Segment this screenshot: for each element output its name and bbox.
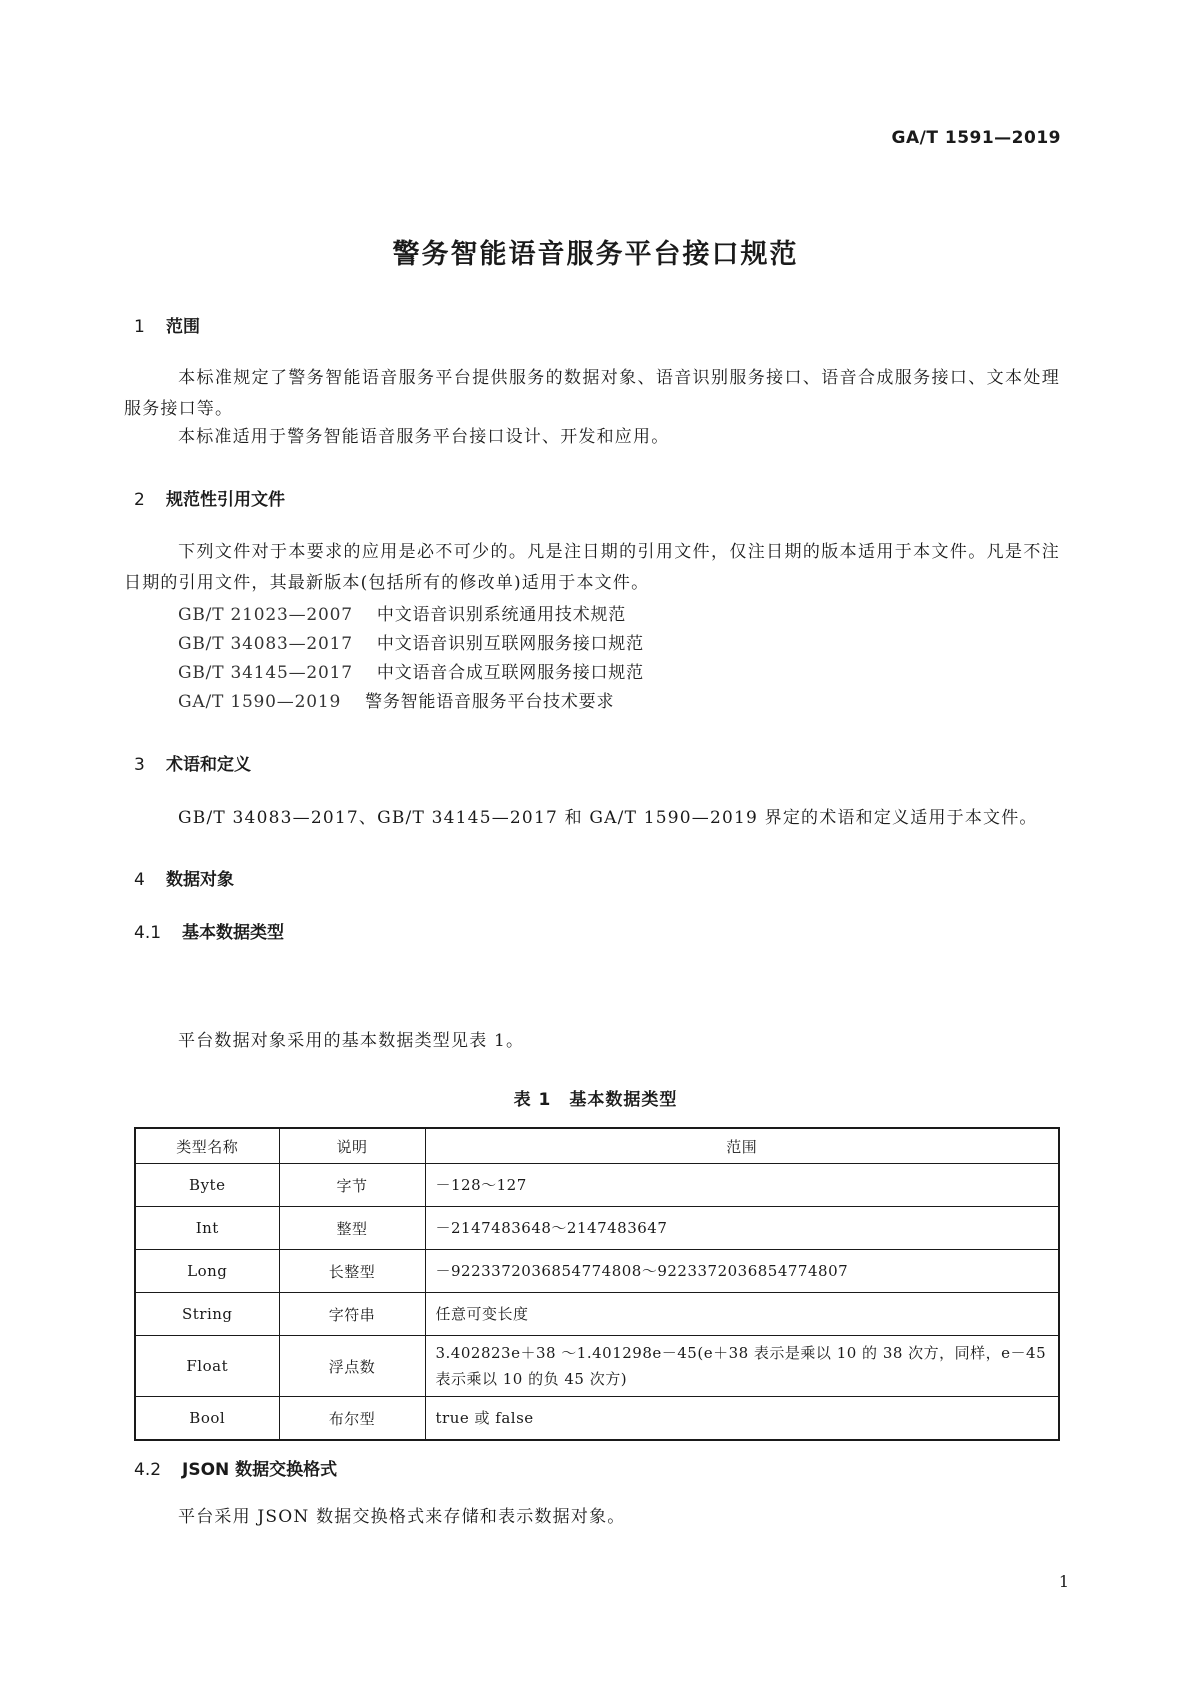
description-cell: 浮点数 [279,1336,425,1397]
section-3-paragraph-1: GB/T 34083—2017、GB/T 34145—2017 和 GA/T 1590—2019 界定的术语和定义适用于本文件。 [178,808,1038,828]
range-cell: 3.402823e＋38 ～1.401298e－45(e＋38 表示是乘以 10 的 38 次方，同样，e－45 表示乘以 10 的负 45 次方) [425,1336,1059,1397]
standard-code: GA/T 1591—2019 [891,128,1061,148]
section-number: 4.2 [134,1460,162,1480]
section-2-paragraph-1: 下列文件对于本要求的应用是必不可少的。凡是注日期的引用文件，仅注日期的版本适用于本文件。凡是不注日期的引用文件，其最新版本(包括所有的修改单)适用于本文件。 [124,542,1060,593]
section-title: 规范性引用文件 [166,490,285,510]
section-3-heading [134,750,251,775]
table-row [135,1336,1059,1397]
section-title: 基本数据类型 [182,923,284,943]
type-name-cell: Int [135,1207,279,1250]
section-4-2-heading [134,1455,337,1480]
section-title: 范围 [166,317,200,337]
description-cell: 布尔型 [279,1397,425,1441]
section-4-2-paragraph-1: 平台采用 JSON 数据交换格式来存储和表示数据对象。 [178,1507,626,1527]
column-header: 说明 [279,1128,425,1164]
reference-title: 中文语音识别系统通用技术规范 [376,605,627,625]
section-number: 4.1 [134,923,162,943]
column-header: 类型名称 [135,1128,279,1164]
reference-item [178,687,614,712]
table-header-row [135,1128,1059,1164]
section-number: 1 [134,317,145,337]
type-name-cell: Long [135,1250,279,1293]
section-4-1-heading [134,918,284,943]
section-4-1-paragraph-1: 平台数据对象采用的基本数据类型见表 1。 [178,1031,525,1051]
section-number: 2 [134,490,145,510]
reference-item [178,600,626,625]
section-title: 术语和定义 [166,755,251,775]
reference-title: 中文语音合成互联网服务接口规范 [376,663,644,683]
table-row [135,1250,1059,1293]
basic-data-types-table [134,1127,1060,1441]
range-cell: －9223372036854774808～9223372036854774807 [425,1250,1059,1293]
table-row [135,1207,1059,1250]
description-cell: 长整型 [279,1250,425,1293]
document-title: 警务智能语音服务平台接口规范 [392,239,799,270]
section-2-heading [134,485,285,510]
section-4-heading [134,865,234,890]
section-number: 4 [134,870,145,890]
range-cell: true 或 false [425,1397,1059,1441]
section-1-paragraph-2: 本标准适用于警务智能语音服务平台接口设计、开发和应用。 [178,427,670,447]
type-name-cell: String [135,1293,279,1336]
reference-code: GA/T 1590—2019 [178,692,342,712]
table-caption: 表 1 基本数据类型 [513,1090,678,1110]
reference-code: GB/T 21023—2007 [178,605,353,625]
section-1-heading [134,312,200,337]
page-number: 1 [1058,1572,1069,1591]
reference-item [178,658,644,683]
reference-title: 中文语音识别互联网服务接口规范 [376,634,644,654]
description-cell: 整型 [279,1207,425,1250]
section-1-paragraph-1: 本标准规定了警务智能语音服务平台提供服务的数据对象、语音识别服务接口、语音合成服务接口、文本处理服务接口等。 [124,368,1060,419]
range-cell: 任意可变长度 [425,1293,1059,1336]
table-row [135,1164,1059,1207]
type-name-cell: Byte [135,1164,279,1207]
type-name-cell: Float [135,1336,279,1397]
reference-code: GB/T 34083—2017 [178,634,353,654]
range-cell: －128～127 [425,1164,1059,1207]
type-name-cell: Bool [135,1397,279,1441]
table-row [135,1397,1059,1441]
reference-code: GB/T 34145—2017 [178,663,353,683]
description-cell: 字符串 [279,1293,425,1336]
section-title: JSON 数据交换格式 [182,1460,338,1480]
description-cell: 字节 [279,1164,425,1207]
reference-title: 警务智能语音服务平台技术要求 [365,692,615,712]
table-row [135,1293,1059,1336]
section-title: 数据对象 [166,870,234,890]
column-header: 范围 [425,1128,1059,1164]
range-cell: －2147483648～2147483647 [425,1207,1059,1250]
section-number: 3 [134,755,145,775]
reference-item [178,629,644,654]
